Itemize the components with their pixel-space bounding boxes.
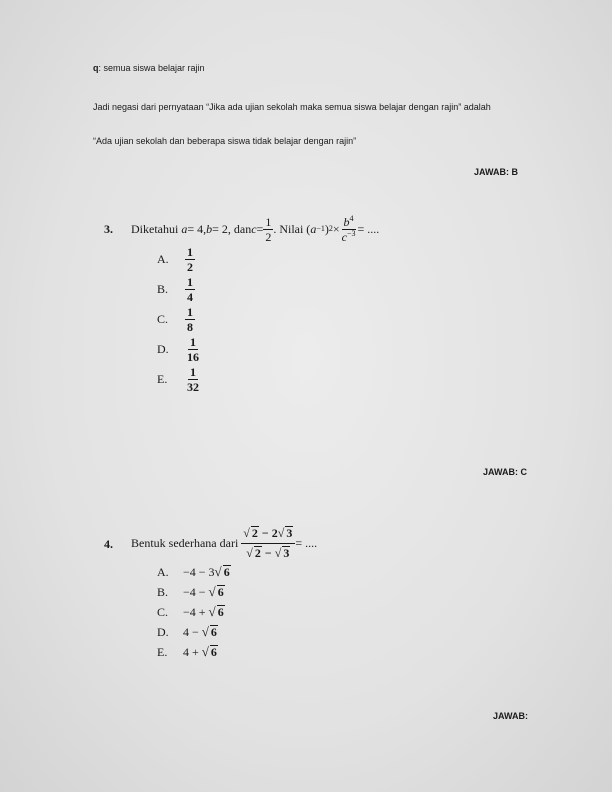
option-num: 1 <box>190 335 196 349</box>
option-rad: 6 <box>210 625 217 639</box>
q4-fraction: $\frac{√ 2 - 2√ 3}{√ 2 - √ 3}$ <box>241 526 295 559</box>
option-fraction <box>185 246 195 273</box>
q3-option-d <box>157 336 201 363</box>
q3-option-c <box>157 306 195 333</box>
option-pre: −4 − 3 <box>183 565 215 579</box>
option-pre: 4 − <box>183 625 202 639</box>
option-rad: 6 <box>223 565 230 579</box>
option-rad: 6 <box>210 645 217 659</box>
option-den: 2 <box>187 260 193 274</box>
q4-option-b: B. −4 − √ 6 <box>157 584 224 599</box>
negasi-answer: “Ada ujian sekolah dan beberapa siswa tidak belajar dengan rajin” <box>93 136 357 146</box>
q4-prefix: Bentuk sederhana dari <box>131 535 239 550</box>
option-rad: 6 <box>217 605 224 619</box>
q4-option-d: D. 4 − √ 6 <box>157 624 217 639</box>
q3-eq-a: = 4, <box>187 221 207 236</box>
q4-den-r2: 3 <box>283 545 290 560</box>
option-den: 8 <box>187 320 193 334</box>
option-rad: 6 <box>217 585 224 599</box>
option-letter: B. <box>157 585 169 599</box>
q3-times: × <box>332 221 340 236</box>
option-fraction <box>185 306 195 333</box>
q3-text: Diketahui a = 4, b = 2, dan c = $\frac{1}{2}$ . Nilai ( a −1 ) 2 × $\frac{b^4}{c^{-3}}$ = .... <box>131 213 380 244</box>
q4-option-a: A. −4 − 3√ 6 <box>157 564 230 579</box>
q3-eq-c: = <box>256 221 264 236</box>
q-text: : semua siswa belajar rajin <box>98 63 205 73</box>
q3-nilai: . Nilai ( <box>273 221 311 236</box>
q4-den-r1: 2 <box>254 545 261 560</box>
q4-ending: = .... <box>295 535 318 550</box>
q4-den-mid: − <box>261 545 275 560</box>
q4-num-r1: 2 <box>251 526 258 541</box>
option-den: 4 <box>187 290 193 304</box>
q4-number: 4. <box>104 537 113 551</box>
q3-ending: = .... <box>357 221 380 236</box>
option-letter: B. <box>157 282 169 297</box>
option-pre: 4 + <box>183 645 202 659</box>
q3-var-b2: b <box>343 214 350 229</box>
option-letter: E. <box>157 645 168 659</box>
jawab-c: JAWAB: C <box>483 467 528 477</box>
jawab-b: JAWAB: B <box>474 167 519 177</box>
negasi-statement: Jadi negasi dari pernyataan “Jika ada ujian sekolah maka semua siswa belajar dengan rajin” adalah <box>93 102 491 112</box>
option-letter: C. <box>157 312 169 327</box>
option-letter: E. <box>157 372 168 387</box>
q4-num-r2: 3 <box>286 526 293 541</box>
q4-num-mid: − 2 <box>258 526 278 541</box>
q4-option-c: C. −4 + √ 6 <box>157 604 224 619</box>
option-letter: D. <box>157 625 169 639</box>
q3-var-c2: c <box>341 229 347 244</box>
option-fraction <box>185 366 201 393</box>
option-pre: −4 + <box>183 605 209 619</box>
q3-c-pow: −3 <box>346 228 356 238</box>
option-num: 1 <box>190 365 196 379</box>
option-letter: A. <box>157 565 169 579</box>
q3-bc-fraction <box>340 213 358 244</box>
q3-c-den: 2 <box>265 229 272 244</box>
q3-c-fraction <box>263 216 273 243</box>
option-letter: C. <box>157 605 169 619</box>
q3-close: ) <box>324 221 329 236</box>
q3-var-c: c <box>251 221 257 236</box>
option-den: 16 <box>187 350 199 364</box>
option-letter: D. <box>157 342 169 357</box>
q3-prefix: Diketahui <box>131 221 179 236</box>
q3-number: 3. <box>104 222 113 236</box>
q3-b-pow: 4 <box>349 213 354 223</box>
option-den: 32 <box>187 380 199 394</box>
option-letter: A. <box>157 252 169 267</box>
option-pre: −4 − <box>183 585 209 599</box>
q3-option-e <box>157 366 201 393</box>
q3-var-b: b <box>206 221 213 236</box>
option-fraction <box>185 336 201 363</box>
q3-c-num: 1 <box>265 214 272 229</box>
q3-var-a2: a <box>310 221 317 236</box>
option-num: 1 <box>187 305 193 319</box>
q4-option-e: E. 4 + √ 6 <box>157 644 217 659</box>
q3-option-a <box>157 246 195 273</box>
premise-q <box>93 63 205 73</box>
q4-text <box>131 524 317 562</box>
option-num: 1 <box>187 275 193 289</box>
jawab-blank: JAWAB: <box>493 711 529 721</box>
q-label: q <box>93 63 99 73</box>
q3-var-a: a <box>181 221 188 236</box>
q3-option-b <box>157 276 195 303</box>
option-num: 1 <box>187 245 193 259</box>
q3-eq-b: = 2, dan <box>212 221 252 236</box>
option-fraction <box>185 276 195 303</box>
